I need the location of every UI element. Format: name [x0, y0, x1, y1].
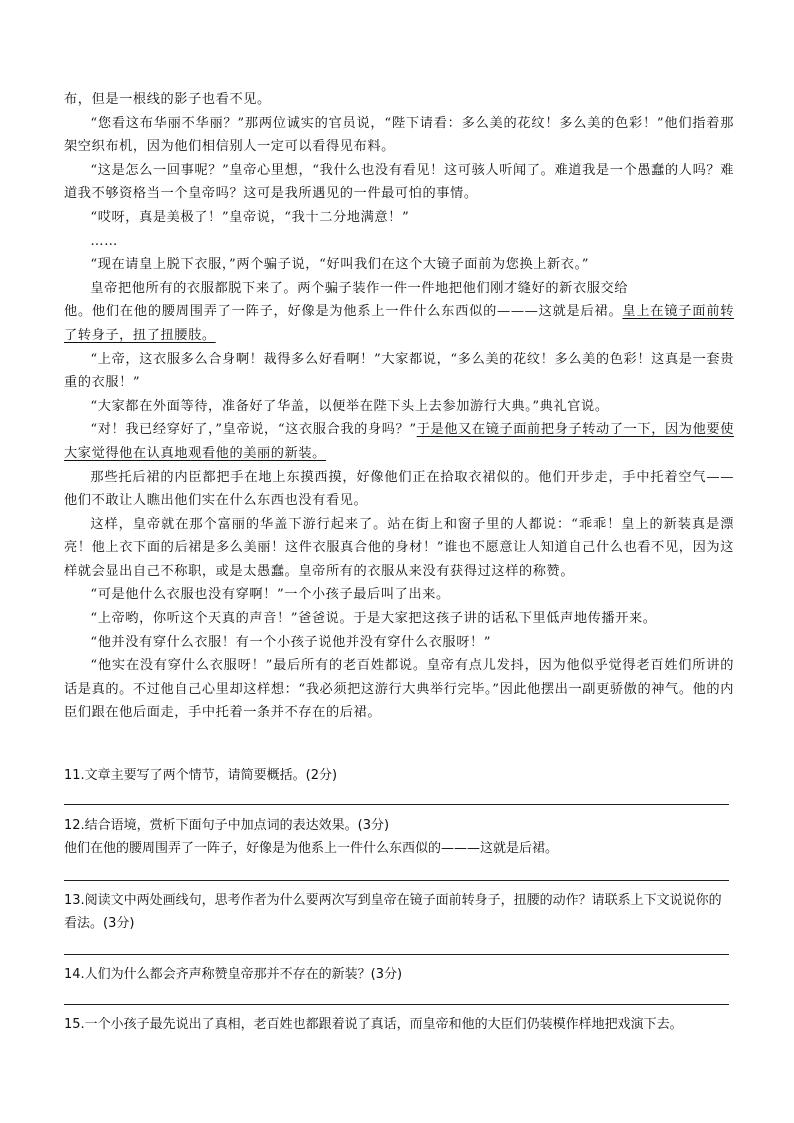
- passage-paragraph-15: “他并没有穿什么衣服！有一个小孩子说他并没有穿什么衣服呀！”: [90, 634, 492, 650]
- passage-paragraph-1: 布，但是一根线的影子也看不见。: [64, 92, 271, 107]
- passage-paragraph-7: [64, 300, 734, 347]
- answer-line-12[interactable]: [64, 880, 729, 881]
- underlined-sentence-2: 于是他又在镜子面前把身子转动了一下，因为他要使大家觉得他在认真地观看他的美丽的新装。: [64, 422, 734, 461]
- question-12-text: 12.结合语境，赏析下面句子中加点词的表达效果。(3分): [64, 818, 390, 833]
- question-11: [64, 764, 734, 787]
- question-15-text: 15.一个小孩子最先说出了真相，老百姓也都跟着说了真话，而皇帝和他的大臣们仍装模作样地把戏演下去。: [64, 1017, 683, 1032]
- passage-paragraph-2: “您看这布华丽不华丽？”那两位诚实的官员说，“陛下请看：多么美的花纹！多么美的色彩！”他们指着那架空织布机，因为他们相信别人一定可以看得见布料。: [64, 115, 734, 155]
- question-13-text: 13.阅读文中两处画线句，思考作者为什么要两次写到皇帝在镜子面前转身子，扭腰的动作？请联系上下文说说你的看法。(3分): [64, 893, 722, 931]
- question-14: [64, 963, 734, 986]
- passage-paragraph-4: “哎呀，真是美极了！”皇帝说，“我十二分地满意！”: [90, 209, 410, 225]
- underlined-sentence-1: 皇上在镜子面前转了转身子，扭了扭腰肢。: [64, 304, 734, 343]
- passage-paragraph-6: “现在请皇上脱下衣服，”两个骗子说，“好叫我们在这个大镜子面前为您换上新衣。”: [90, 257, 590, 273]
- passage-ellipsis: ……: [90, 233, 118, 249]
- question-15: [64, 1013, 734, 1036]
- passage-paragraph-16: “他实在没有穿什么衣服呀！”最后所有的老百姓都说。皇帝有点儿发抖，因为他似乎觉得老百姓们所讲的话是真的。不过他自己心里却这样想：“我必须把这游行大典举行完毕。”因此他摆出一副更骄傲的神气。他的内臣们跟在他后面走，手中托着一条并不存在的后裙。: [64, 658, 734, 721]
- question-12: [64, 814, 734, 860]
- answer-line-11[interactable]: [64, 804, 729, 805]
- passage-paragraph-3: “这是怎么一回事呢？”皇帝心里想，“我什么也没有看见！这可骇人听闻了。难道我是一个愚蠢的人吗？难道我不够资格当一个皇帝吗？这可是我所遇见的一件最可怕的事情。: [64, 162, 734, 202]
- passage-paragraph-7-line-1: 皇帝把他所有的衣服都脱下来了。两个骗子装作一件一件地把他们刚才缝好的新衣服交给: [90, 280, 629, 296]
- passage-paragraph-9: “大家都在外面等待，准备好了华盖，以便举在陛下头上去参加游行大典。”典礼官说。: [90, 398, 609, 414]
- answer-line-13[interactable]: [64, 954, 729, 955]
- passage-paragraph-11: 那些托后裙的内臣都把手在地上东摸西摸，好像他们正在拾取衣裙似的。他们开步走，手中托着空气——他们不敢让人瞧出他们实在什么东西也没有看见。: [64, 469, 734, 509]
- answer-line-14[interactable]: [64, 1004, 729, 1005]
- passage-paragraph-10-text: “对！我已经穿好了，”皇帝说，“这衣服合我的身吗？”: [90, 422, 417, 438]
- question-14-text: 14.人们为什么都会齐声称赞皇帝那并不存在的新装？(3分): [64, 967, 403, 982]
- passage-paragraph-12: 这样，皇帝就在那个富丽的华盖下游行起来了。站在街上和窗子里的人都说：“乖乖！皇上的新装真是漂亮！他上衣下面的后裙是多么美丽！这件衣服真合他的身材！”谁也不愿意让人知道自己什么也看不见，因为这样就会显出自己不称职，或是太愚蠢。皇帝所有的衣服从来没有获得过这样的称赞。: [64, 516, 734, 579]
- question-11-text: 11.文章主要写了两个情节，请简要概括。(2分): [64, 768, 338, 783]
- question-12-quote: 他们在他的腰周围弄了一阵子，好像是为他系上一件什么东西似的———这就是后裙。: [64, 841, 559, 856]
- passage-paragraph-7-text: 他。他们在他的腰周围弄了一阵子，好像是为他系上一件什么东西似的———这就是后裙。: [64, 304, 623, 320]
- passage-paragraph-8: “上帝，这衣服多么合身啊！裁得多么好看啊！”大家都说，“多么美的花纹！多么美的色彩！这真是一套贵重的衣服！”: [64, 351, 734, 391]
- passage-paragraph-13: “可是他什么衣服也没有穿啊！”一个小孩子最后叫了出来。: [90, 587, 450, 603]
- passage-paragraph-10: [64, 418, 734, 465]
- reading-passage: [64, 88, 734, 725]
- passage-paragraph-14: “上帝哟，你听这个天真的声音！”爸爸说。于是大家把这孩子讲的话私下里低声地传播开来。: [90, 611, 657, 627]
- question-13: [64, 889, 734, 935]
